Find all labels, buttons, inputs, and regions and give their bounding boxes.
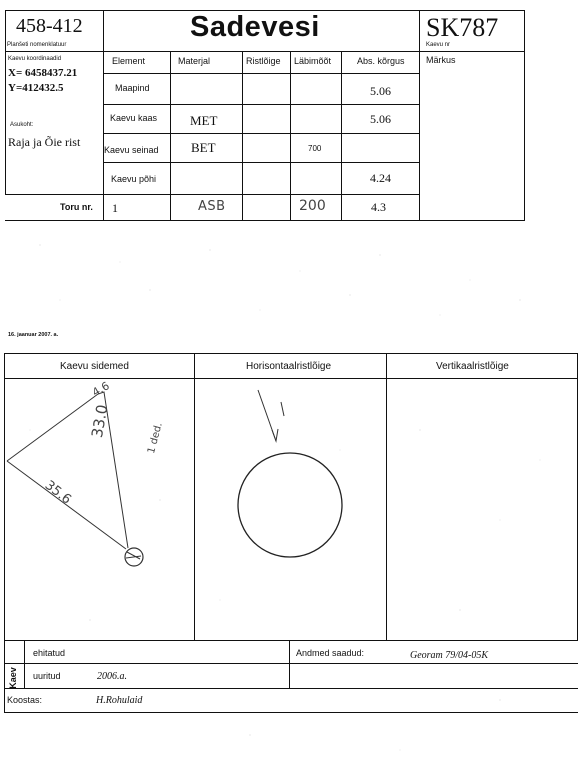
sheet-caption: Planšeti nomenklatuur	[7, 42, 67, 48]
author-label: Koostas:	[7, 695, 43, 705]
section-horizontal: Horisontaalristlõige	[246, 361, 332, 372]
sketch-len-a: 33.0	[88, 403, 112, 440]
sketch-len-c: 4.6	[90, 379, 112, 400]
source-value: Georam 79/04-05K	[410, 650, 489, 661]
col-header-material: Materjal	[178, 56, 211, 66]
surveyed-label: uuritud	[33, 671, 61, 681]
date-note: 16. jaanuar 2007. a.	[8, 332, 59, 338]
row-material: MET	[190, 113, 218, 128]
col-header-cross: Ristlõige	[246, 56, 281, 66]
surveyed-value: 2006.a.	[97, 671, 127, 682]
row-element: Kaevu põhi	[111, 174, 157, 184]
sketch-len-b: 35.6	[41, 478, 74, 508]
horizontal-section-sketch	[195, 380, 385, 580]
section-connections: Kaevu sidemed	[60, 361, 129, 372]
row-height: 4.24	[370, 171, 391, 185]
sheet-number: 458-412	[16, 15, 83, 37]
pipe-diameter: 200	[299, 198, 326, 214]
sketch-note: 1 ded.	[146, 421, 165, 455]
remarks-label: Märkus	[426, 55, 456, 65]
pipe-number: 1	[112, 201, 118, 215]
coord-y: Y=412432.5	[8, 82, 64, 94]
location-value: Raja ja Õie rist	[8, 135, 81, 149]
col-header-element: Element	[112, 56, 146, 66]
coord-x: X= 6458437.21	[8, 67, 78, 79]
row-element: Kaevu seinad	[104, 145, 159, 155]
coords-label: Kaevu koordinaadid	[8, 56, 62, 62]
location-label: Asukoht:	[10, 122, 34, 128]
pipe-label: Toru nr.	[60, 202, 93, 212]
side-label-kaev: Kaev	[8, 667, 18, 689]
row-element: Kaevu kaas	[110, 113, 158, 123]
row-height: 5.06	[370, 84, 391, 98]
well-caption: Kaevu nr	[426, 42, 451, 48]
page-title: Sadevesi	[190, 11, 320, 43]
author-value: H.Rohulaid	[96, 695, 143, 706]
pipe-height: 4.3	[371, 200, 386, 214]
col-header-height: Abs. kõrgus	[357, 56, 405, 66]
section-vertical: Vertikaalristlõige	[436, 361, 509, 372]
row-height: 5.06	[370, 112, 391, 126]
row-diameter: 700	[308, 144, 322, 153]
well-id: SK787	[426, 13, 499, 42]
built-label: ehitatud	[33, 648, 66, 658]
col-header-diameter: Läbimõõt	[294, 56, 332, 66]
pipe-material: ASB	[198, 199, 226, 214]
source-label: Andmed saadud:	[296, 648, 365, 658]
row-element: Maapind	[115, 83, 150, 93]
row-material: BET	[191, 140, 216, 155]
